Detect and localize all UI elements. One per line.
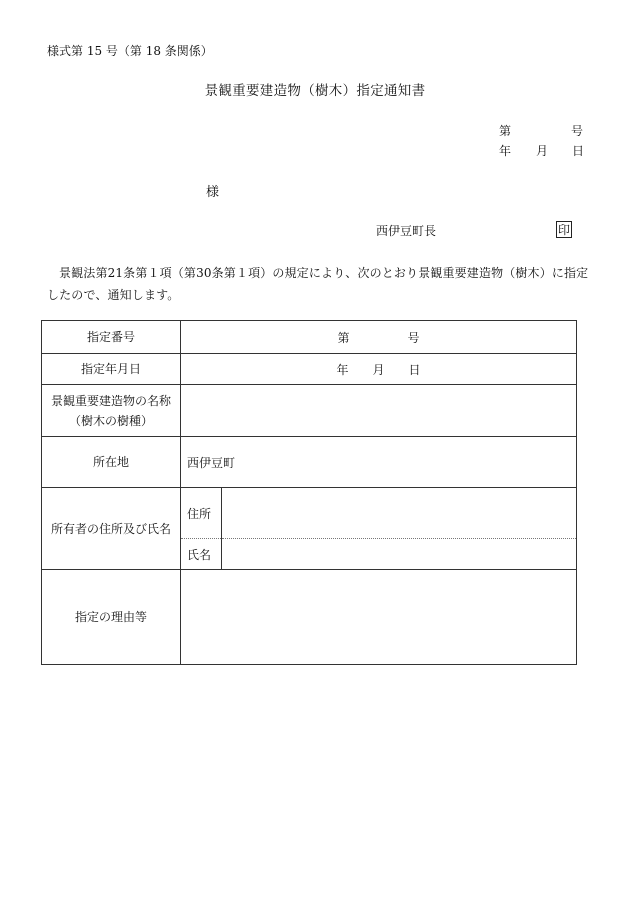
designation-number-label: 指定番号 — [42, 321, 181, 354]
designation-date-label: 指定年月日 — [42, 354, 181, 385]
owner-label: 所有者の住所及び氏名 — [42, 488, 181, 570]
issuer-name: 西伊豆町長 — [376, 224, 437, 238]
designation-date-day: 日 — [408, 362, 421, 377]
table-row — [42, 570, 577, 665]
designation-number-dai: 第 — [337, 330, 350, 345]
reference-dai-label: 第 — [499, 124, 512, 138]
reason-label: 指定の理由等 — [42, 570, 181, 665]
date-day-label: 日 — [572, 144, 585, 158]
owner-name-label: 氏名 — [181, 539, 222, 570]
table-row — [42, 437, 577, 488]
table-row — [42, 354, 577, 385]
reason-value[interactable] — [181, 570, 577, 665]
body-text: 景観法第21条第１項（第30条第１項）の規定により、次のとおり景観重要建造物（樹木）に指定したので、通知します。 — [47, 266, 589, 302]
name-value[interactable] — [181, 385, 577, 437]
document-title: 景観重要建造物（樹木）指定通知書 — [204, 83, 426, 99]
designation-number-value[interactable] — [181, 321, 577, 354]
designation-table — [41, 320, 577, 665]
date-year-label: 年 — [499, 144, 512, 158]
date-month-label: 月 — [536, 144, 549, 158]
designation-number-go: 号 — [407, 330, 420, 345]
table-row — [42, 488, 577, 539]
form-number: 様式第 15 号（第 18 条関係） — [47, 44, 213, 58]
location-label: 所在地 — [42, 437, 181, 488]
location-value[interactable]: 西伊豆町 — [181, 437, 577, 488]
designation-date-year: 年 — [336, 362, 349, 377]
seal-mark: 印 — [558, 223, 571, 237]
name-label-line2: （樹木の樹種） — [68, 413, 153, 428]
owner-address-value[interactable] — [222, 488, 577, 539]
designation-date-value[interactable] — [181, 354, 577, 385]
reference-go-label: 号 — [571, 124, 584, 138]
table-row — [42, 321, 577, 354]
owner-name-value[interactable] — [222, 539, 577, 570]
name-label — [42, 385, 181, 437]
name-label-line1: 景観重要建造物の名称 — [50, 393, 171, 408]
designation-date-month: 月 — [372, 362, 385, 377]
owner-address-label: 住所 — [181, 488, 222, 539]
addressee-honorific: 様 — [206, 185, 220, 200]
table-row — [42, 385, 577, 437]
